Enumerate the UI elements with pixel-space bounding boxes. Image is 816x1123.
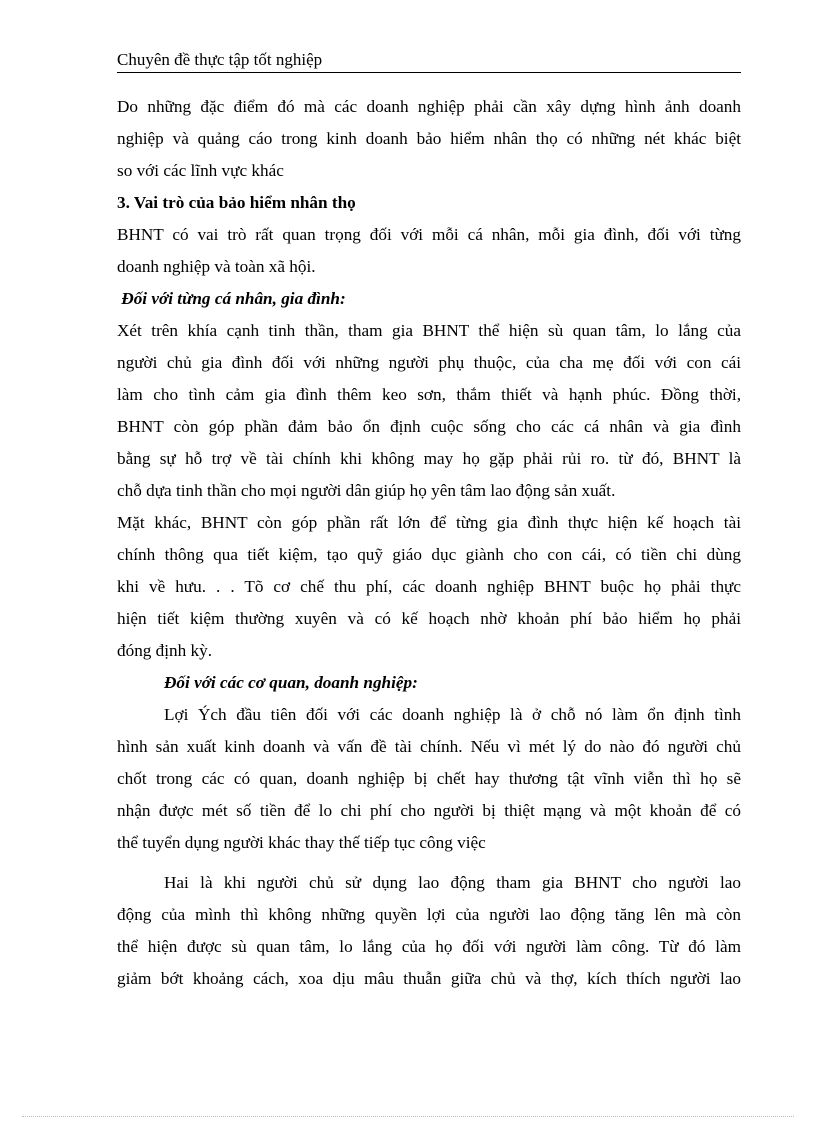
paragraph-line: doanh nghiệp và toàn xã hội.	[117, 257, 316, 276]
paragraph-line: nghiệp và quảng cáo trong kinh doanh bảo hiểm nhân thọ có những nét khác biệt	[117, 129, 741, 148]
paragraph-line: chỗ dựa tinh thần cho mọi người dân giúp họ yên tâm lao động sản xuất.	[117, 481, 616, 500]
paragraph-line: người chủ gia đình đối với những người phụ thuộc, của cha mẹ đối với con cái	[117, 353, 741, 372]
subheading-individual: Đối với từng cá nhân, gia đình:	[117, 289, 346, 308]
paragraph-line: làm cho tình cảm gia đình thêm keo sơn, thắm thiết và hạnh phúc. Đồng thời,	[117, 385, 741, 404]
header-title: Chuyên đề thực tập tốt nghiệp	[117, 50, 323, 69]
paragraph-line: đóng định kỳ.	[117, 641, 213, 660]
page-header	[117, 50, 741, 73]
paragraph-line: hình sản xuất kinh doanh và vấn đề tài chính. Nếu vì mét lý do nào đó người chủ	[117, 737, 741, 756]
paragraph-line: Mặt khác, BHNT còn góp phần rất lớn để từng gia đình thực hiện kế hoạch tài	[117, 513, 741, 532]
paragraph-line: nhận được mét số tiền để lo chi phí cho người bị thiệt mạng và một khoản để có	[117, 801, 741, 820]
paragraph-line: giảm bớt khoảng cách, xoa dịu mâu thuẫn giữa chủ và thợ, kích thích người lao	[117, 969, 741, 988]
paragraph-line: Xét trên khía cạnh tinh thần, tham gia BHNT thể hiện sù quan tâm, lo lắng của	[117, 321, 741, 340]
paragraph-line: BHNT còn góp phần đảm bảo ổn định cuộc sống cho các cá nhân và gia đình	[117, 417, 741, 436]
paragraph-line: động của mình thì không những quyền lợi của người lao động tăng lên mà còn	[117, 905, 741, 924]
paragraph-line: khi về hưu. . . Tõ cơ chế thu phí, các doanh nghiệp BHNT buộc họ phải thực	[117, 577, 741, 596]
paragraph-line: so với các lĩnh vực khác	[117, 161, 284, 180]
paragraph-gap	[117, 859, 741, 867]
paragraph-line: hiện tiết kiệm thường xuyên và có kế hoạch nhờ khoản phí bảo hiểm họ phải	[117, 609, 741, 628]
paragraph-line: thể tuyển dụng người khác thay thế tiếp tục công việc	[117, 833, 486, 852]
subheading-organization: Đối với các cơ quan, doanh nghiệp:	[164, 673, 418, 692]
paragraph-line: chốt trong các có quan, doanh nghiệp bị chết hay thương tật vĩnh viễn thì họ sẽ	[117, 769, 741, 788]
paragraph-line: thể hiện được sù quan tâm, lo lắng của họ đối với người làm công. Từ đó làm	[117, 937, 741, 956]
paragraph-line: bằng sự hỗ trợ về tài chính khi không may họ gặp phải rủi ro. từ đó, BHNT là	[117, 449, 741, 468]
document-body	[117, 91, 741, 995]
paragraph-line: Lợi Ých đầu tiên đối với các doanh nghiệp là ở chỗ nó làm ổn định tình	[164, 705, 741, 724]
section-heading: 3. Vai trò của bảo hiểm nhân thọ	[117, 193, 356, 212]
page-footer-divider	[22, 1116, 794, 1117]
paragraph-line: BHNT có vai trò rất quan trọng đối với mỗi cá nhân, mỗi gia đình, đối với từng	[117, 225, 741, 244]
paragraph-line: chính thông qua tiết kiệm, tạo quỹ giáo dục giành cho con cái, có tiền chi dùng	[117, 545, 741, 564]
paragraph-line: Hai là khi người chủ sử dụng lao động tham gia BHNT cho người lao	[164, 873, 741, 892]
paragraph-line: Do những đặc điểm đó mà các doanh nghiệp phải cần xây dựng hình ảnh doanh	[117, 97, 741, 116]
